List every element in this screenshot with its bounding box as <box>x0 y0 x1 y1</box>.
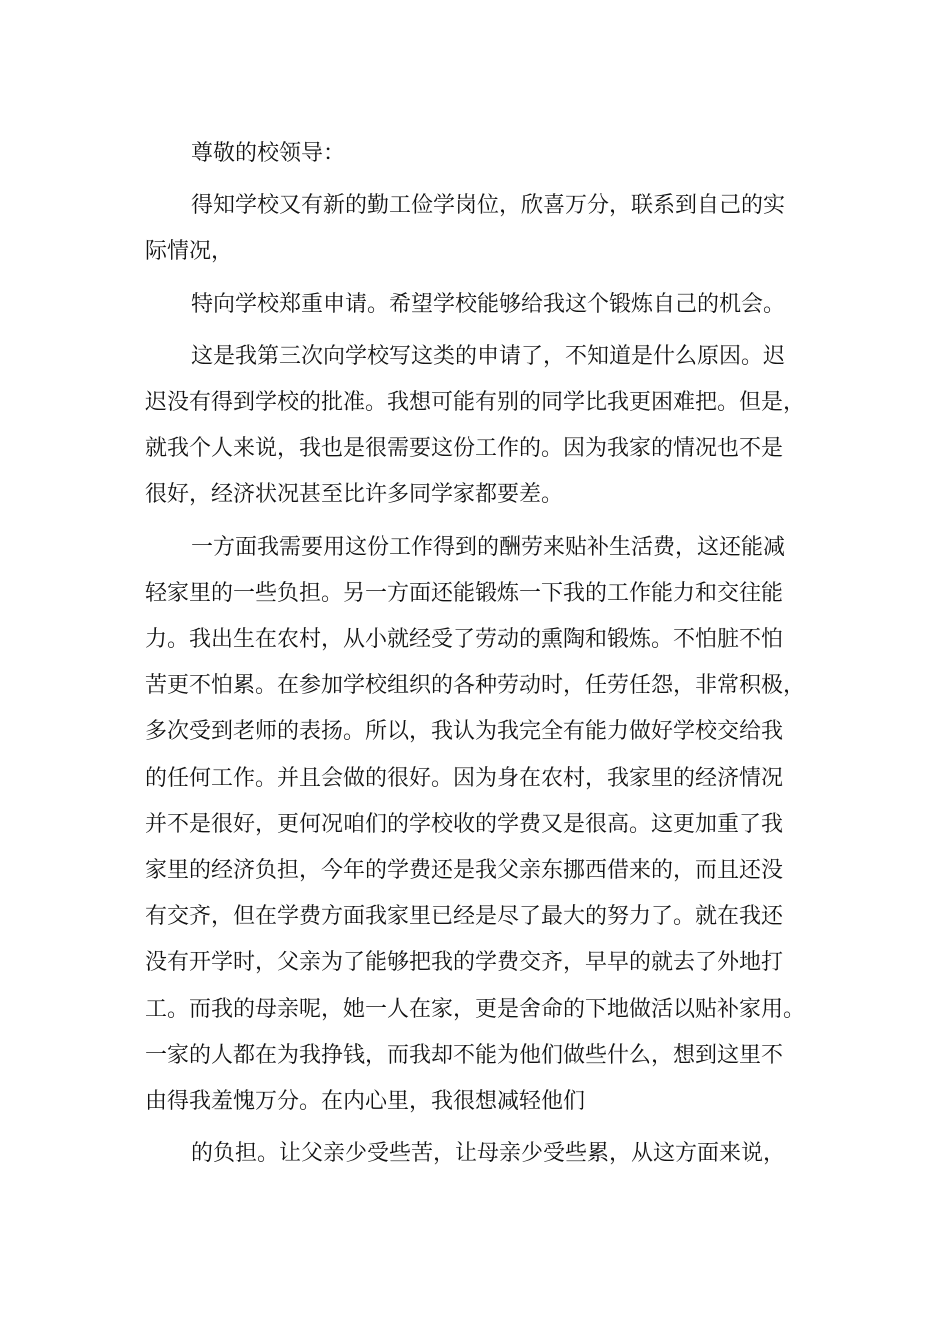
letter-body <box>145 131 835 1177</box>
text-line: 轻家里的一些负担。另一方面还能锻炼一下我的工作能力和交往能 <box>145 580 784 606</box>
text-line: 并不是很好，更何况咱们的学校收的学费又是很高。这更加重了我 <box>145 811 784 837</box>
paragraph-3 <box>145 334 835 519</box>
text-line: 这是我第三次向学校写这类的申请了，不知道是什么原因。迟 <box>191 343 786 369</box>
paragraph-2 <box>145 282 835 328</box>
text-line: 很好，经济状况甚至比许多同学家都要差。 <box>145 482 564 508</box>
text-line: 一家的人都在为我挣钱，而我却不能为他们做些什么，想到这里不 <box>145 1042 784 1068</box>
paragraph-1 <box>145 183 835 275</box>
text-line: 没有开学时，父亲为了能够把我的学费交齐，早早的就去了外地打 <box>145 950 784 976</box>
paragraph-4 <box>145 525 835 1126</box>
text-line: 际情况， <box>145 239 234 265</box>
text-line: 多次受到老师的表扬。所以，我认为我完全有能力做好学校交给我 <box>145 719 784 745</box>
text-line: 的负担。让父亲少受些苦，让母亲少受些累，从这方面来说， <box>191 1141 786 1167</box>
text-line: 迟没有得到学校的批准。我想可能有别的同学比我更困难把。但是， <box>145 390 806 416</box>
text-line: 苦更不怕累。在参加学校组织的各种劳动时，任劳任怨，非常积极， <box>145 673 806 699</box>
text-line: 家里的经济负担，今年的学费还是我父亲东挪西借来的，而且还没 <box>145 858 784 884</box>
text-line: 由得我羞愧万分。在内心里，我很想减轻他们 <box>145 1089 586 1115</box>
paragraph-5 <box>145 1131 835 1177</box>
text-line: 尊敬的校领导： <box>191 141 346 166</box>
text-line: 特向学校郑重申请。希望学校能够给我这个锻炼自己的机会。 <box>191 291 786 317</box>
text-line: 一方面我需要用这份工作得到的酬劳来贴补生活费，这还能减 <box>191 534 786 560</box>
text-line: 有交齐，但在学费方面我家里已经是尽了最大的努力了。就在我还 <box>145 904 784 930</box>
text-line: 的任何工作。并且会做的很好。因为身在农村，我家里的经济情况 <box>145 765 784 791</box>
text-line: 得知学校又有新的勤工俭学岗位，欣喜万分，联系到自己的实 <box>191 193 786 219</box>
text-line: 就我个人来说，我也是很需要这份工作的。因为我家的情况也不是 <box>145 436 784 462</box>
salutation <box>145 131 835 177</box>
text-line: 工。而我的母亲呢，她一人在家，更是舍命的下地做活以贴补家用。 <box>145 996 806 1022</box>
text-line: 力。我出生在农村，从小就经受了劳动的熏陶和锻炼。不怕脏不怕 <box>145 627 784 653</box>
